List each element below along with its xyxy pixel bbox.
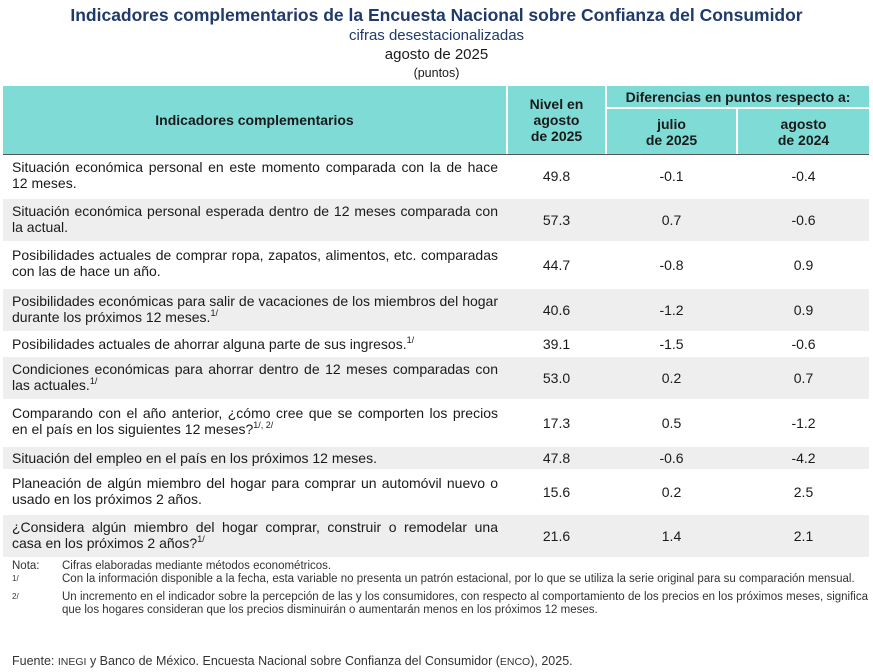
row-footnote-ref: 1/	[406, 335, 415, 345]
row-diff-year: -0.6	[791, 212, 816, 228]
row-label	[12, 247, 498, 279]
row-label	[12, 203, 498, 235]
row-diff-month: -0.8	[659, 257, 684, 273]
report-title: Indicadores complementarios de la Encuesta Nacional sobre Confianza del Consumidor	[70, 5, 803, 25]
row-footnote-ref: 1/, 2/	[253, 420, 274, 430]
row-label-text: Situación económica personal en este momento comparada con la de hace 12 meses.	[12, 159, 498, 191]
row-diff-year: 2.5	[793, 484, 814, 500]
notes	[12, 560, 868, 616]
row-label	[12, 159, 498, 191]
row-diff-year: 0.7	[793, 370, 814, 386]
row-label	[12, 361, 498, 393]
row-diff-year: 0.9	[793, 257, 814, 273]
row-diff-month: -1.2	[659, 302, 684, 318]
row-diff-month: 0.5	[661, 415, 682, 431]
report-units: (puntos)	[413, 66, 460, 80]
row-diff-year: 2.1	[793, 528, 814, 544]
report-subtitle: cifras desestacionalizadas	[348, 27, 525, 44]
row-diff-month: 0.2	[661, 484, 682, 500]
row-label	[12, 519, 498, 551]
row-label-text: Posibilidades económicas para salir de vacaciones de los miembros del hogar durante los próximos 12 meses.	[12, 293, 498, 325]
row-label-text: Posibilidades actuales de comprar ropa, zapatos, alimentos, etc. comparadas con las de hace un año.	[12, 247, 498, 279]
row-level: 44.7	[542, 257, 571, 273]
row-label-text: Situación del empleo en el país en los próximos 12 meses.	[12, 450, 377, 466]
row-diff-year: -1.2	[791, 415, 816, 431]
row-label	[12, 450, 498, 466]
row-level: 21.6	[542, 528, 571, 544]
row-label	[12, 336, 498, 352]
row-level: 17.3	[542, 415, 571, 431]
row-label-text: Posibilidades actuales de ahorrar alguna parte de sus ingresos.	[12, 336, 407, 352]
row-level: 40.6	[542, 302, 571, 318]
note-general: Nota: Cifras elaboradas mediante métodos econométricos.	[12, 560, 332, 572]
row-level: 39.1	[542, 336, 571, 352]
row-diff-month: -1.5	[659, 336, 684, 352]
row-diff-year: -0.4	[791, 168, 816, 184]
row-footnote-ref: 1/	[210, 308, 218, 318]
header-diff-month: julio de 2025	[645, 115, 698, 148]
row-label	[12, 405, 498, 437]
row-diff-month: 1.4	[661, 528, 682, 544]
row-diff-month: 0.2	[661, 370, 682, 386]
header-diff-group: Diferencias en puntos respecto a:	[625, 88, 851, 105]
row-level: 47.8	[542, 450, 571, 466]
source-line: Fuente: INEGI y Banco de México. Encuesta Nacional sobre Confianza del Consumidor (ENCO), 2025.	[12, 654, 573, 668]
note-2: 2/ Un incremento en el indicador sobre la percepción de las y los consumidores, con respecto al comportamiento de los precios en los próximos meses, significa que los hogares consideran que los precios disminuirán o aumentarán menos en los próximos 12 meses.	[12, 591, 868, 616]
row-level: 53.0	[542, 370, 571, 386]
row-label	[12, 475, 498, 507]
header-level: Nivel en agosto de 2025	[529, 96, 584, 144]
row-label-text: Planeación de algún miembro del hogar para comprar un automóvil nuevo o usado en los próximos 2 años.	[12, 475, 498, 507]
row-label-text: ¿Considera algún miembro del hogar comprar, construir o remodelar una casa en los próximos 2 años?	[12, 519, 498, 551]
row-diff-month: 0.7	[661, 212, 682, 228]
row-footnote-ref: 1/	[89, 376, 98, 386]
report-period: agosto de 2025	[384, 46, 489, 63]
header-diff-year: agosto de 2024	[777, 115, 830, 148]
row-level: 57.3	[542, 212, 571, 228]
row-diff-year: 0.9	[793, 302, 814, 318]
row-label-text: Situación económica personal esperada dentro de 12 meses comparada con la actual.	[12, 203, 498, 235]
row-level: 15.6	[542, 484, 571, 500]
row-level: 49.8	[542, 168, 571, 184]
row-diff-year: -4.2	[791, 450, 816, 466]
row-label-text: Comparando con el año anterior, ¿cómo cree que se comporten los precios en el país en los siguientes 12 meses?	[12, 405, 498, 437]
header-indicator: Indicadores complementarios	[155, 112, 354, 128]
row-diff-month: -0.6	[659, 450, 684, 466]
row-label-text: Condiciones económicas para ahorrar dentro de 12 meses comparadas con las actuales.	[12, 361, 498, 393]
row-diff-month: -0.1	[659, 168, 684, 184]
row-footnote-ref: 1/	[197, 534, 205, 544]
row-label	[12, 293, 498, 325]
row-diff-year: -0.6	[791, 336, 816, 352]
note-1: 1/ Con la información disponible a la fecha, esta variable no presenta un patrón estacional, por lo que se utiliza la serie original para su comparación mensual.	[12, 572, 855, 585]
